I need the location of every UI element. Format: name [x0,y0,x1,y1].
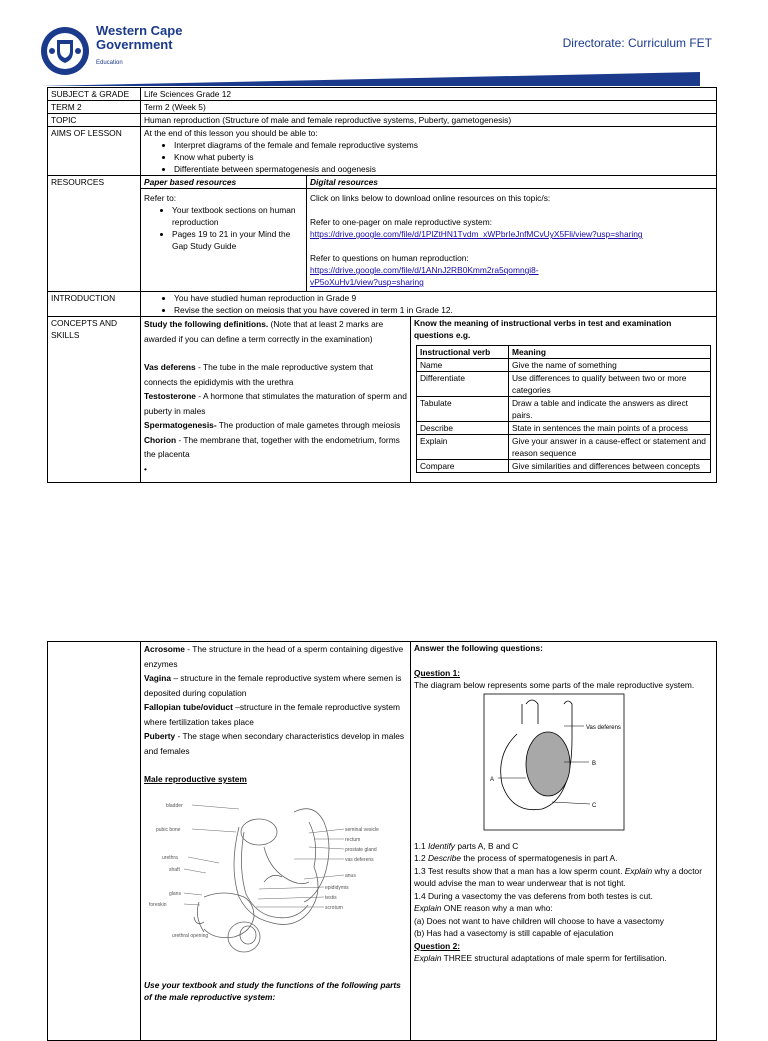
definition-item [144,360,407,389]
q1-item [414,890,713,903]
q1-4-text: ONE reason why a man who: [441,903,553,913]
intro-list [144,292,713,316]
q1-text: parts A, B and C [455,840,519,851]
definition-term: Spermatogenesis- [144,420,217,430]
definitions-note: (Note that at least 2 marks are awarded if you can define a term correctly in the examination) [144,319,384,344]
verb-cell: Tabulate [417,397,509,422]
digital-heading: Digital resources [307,176,717,189]
aims-list [144,139,713,175]
digital-intro: Click on links below to download online resources on this topic/s: [310,193,551,203]
definitions-intro [144,317,407,346]
aims-content [141,127,717,176]
subject-value: Life Sciences Grade 12 [141,88,717,101]
definition-term: Chorion [144,434,177,445]
q1-verb: Describe [427,853,462,863]
table-header-row [417,346,711,359]
concepts-label: CONCEPTS AND SKILLS [48,317,141,483]
questions-cell [411,642,717,1041]
verb-cell: Differentiate [417,372,509,397]
intro-content [141,292,717,317]
diagram-label-rectum: rectum [345,836,361,843]
answer-heading: Answer the following questions: [414,643,543,653]
digital-resources [307,189,717,292]
table-row [417,372,711,397]
column-header: Meaning [509,346,711,359]
subject-label: SUBJECT & GRADE [48,88,141,101]
definition-text: - The tube in the male reproductive system that connects the epididymis with the urethra [144,362,373,387]
definition-term: Vas deferens [144,362,196,372]
definition-text: –structure in the female reproductive system where fertilization takes place [144,702,400,727]
definitions-heading: Study the following definitions. [144,319,269,329]
header-bar [40,72,700,86]
table-row [417,435,711,460]
verb-cell: Compare [417,460,509,473]
link-part-2: vP5oXuHv1/view?usp=sharing [310,277,424,287]
q1-num: 1.4 During a vasectomy the vas deferens from both testes is cut. [414,890,653,901]
q1-4-line [414,902,713,915]
q1-intro: The diagram below represents some parts of the male reproductive system. [414,680,695,690]
definition-text: - The stage when secondary characteristics develop in males and females [144,731,405,756]
meaning-cell: Give the name of something [509,359,711,372]
diagram-label-foreskin: foreskin [149,901,167,908]
definition-term: Vagina [144,673,171,683]
western-cape-crest-logo [40,26,90,76]
lesson-table [47,87,717,483]
q2-item [414,952,713,965]
q2-heading: Question 2: [414,940,461,951]
intro-row [48,292,717,317]
definition-term: Acrosome [144,644,185,654]
male-system-heading: Male reproductive system [144,774,247,784]
topic-value: Human reproduction (Structure of male and female reproductive systems, Puberty, gametogenesis) [141,114,717,127]
org-name [96,24,182,70]
subject-row [48,88,717,101]
verb-cell: Name [417,359,509,372]
resources-body-row [48,189,717,292]
meaning-cell: Give your answer in a cause-effect or statement and reason sequence [509,435,711,460]
diagram-label-urethral-opening: urethral opening [172,932,209,939]
q1-4-a: (a) Does not want to have children will choose to have a vasectomy [414,915,664,926]
diagram-label-urethra: urethra [162,854,178,861]
testis-diagram [414,692,708,832]
q1-item [414,865,713,890]
list-item: • Revise the section on meiosis that you have covered in term 1 in Grade 12. [174,304,713,316]
org-name-line1: Western Cape [96,23,183,38]
column-header: Instructional verb [417,346,509,359]
definition-item [144,389,407,418]
term-row [48,101,717,114]
diagram-label-vas-deferens: vas deferens [345,856,374,863]
empty-label-cell [48,642,141,1041]
digital-ref1: Refer to one-pager on male reproductive system: [310,217,493,227]
q1-text: the process of spermatogenesis in part A. [461,853,618,863]
resources-label: RESOURCES [48,176,141,292]
q1-label-a: A [490,776,495,783]
aims-label: AIMS OF LESSON [48,127,141,176]
paper-list [144,204,303,252]
meaning-cell: State in sentences the main points of a process [509,422,711,435]
diagram-label-glans: glans [169,890,181,897]
q1-num: 1.1 [414,840,428,851]
org-sub: Education [96,60,123,66]
diagram-label-anus: anus [345,872,356,879]
verbs-table [416,345,711,473]
definition-item [144,700,407,729]
definition-item [144,433,407,462]
q1-label-c: C [592,802,597,809]
table-row [417,460,711,473]
definition-item [144,671,407,700]
diagram-label-epididymis: epididymis [325,884,349,891]
concepts-row [48,317,717,483]
list-item: • You have studied human reproduction in Grade 9 [174,292,713,304]
page2-definitions-cell [141,642,411,1041]
meaning-cell: Use differences to qualify between two or more categories [509,372,711,397]
term-label: TERM 2 [48,101,141,114]
verbs-cell [411,317,717,483]
verbs-heading: Know the meaning of instructional verbs in test and examination questions e.g. [414,318,672,340]
paper-heading: Paper based resources [141,176,307,189]
resource-link-questions[interactable] [310,265,539,287]
topic-label: TOPIC [48,114,141,127]
list-item: • Differentiate between spermatogenesis and oogenesis [174,163,713,175]
definition-text: - The structure in the head of a sperm containing digestive enzymes [144,644,404,669]
q1-num: 1.3 Test results show that a man has a low sperm count. [414,865,625,876]
diagram-label-bladder: bladder [166,802,183,809]
q1-verb: Identify [427,840,455,851]
diagram-label-shaft: shaft [169,866,180,873]
diagram-label-pubic-bone: pubic bone [156,826,181,833]
topic-row [48,114,717,127]
resources-head-row [48,176,717,189]
definition-item [144,729,407,758]
diagram-label-prostate: prostate gland [345,846,377,853]
diagram-label-testis: testis [325,894,337,901]
meaning-cell: Draw a table and indicate the answers as direct pairs. [509,397,711,422]
q1-item [414,852,713,865]
study-instruction: Use your textbook and study the functions of the following parts of the male reproductive system: [144,979,401,1002]
table-row [417,397,711,422]
q1-text: why a doctor would advise the man to wear underwear that is not tight. [414,865,702,888]
empty-bullet: • [144,463,147,474]
definition-term: Testosterone [144,391,196,401]
list-item: • Pages 19 to 21 in your Mind the Gap Study Guide [172,228,303,252]
q1-label-b: B [592,760,597,767]
aims-row [48,127,717,176]
definition-item [144,418,407,433]
q1-label-vas: Vas deferens [586,724,621,731]
definition-text: - A hormone that stimulates the maturation of sperm and puberty in males [144,391,407,416]
link-part-1: https://drive.google.com/file/d/1ANnJ2RB0Kmm2ra5qomngi8- [310,265,539,275]
definition-text: The production of male gametes through meiosis [216,420,401,430]
aims-intro: At the end of this lesson you should be able to: [144,128,318,138]
definition-term: Fallopian tube/oviduct [144,702,233,712]
q1-4-verb: Explain [414,903,442,913]
definition-text: - The membrane that, together with the endometrium, forms the placenta [144,434,400,459]
definitions-cell [141,317,411,483]
term-value: Term 2 (Week 5) [141,101,717,114]
q2-text: THREE structural adaptations of male sperm for fertilisation. [441,953,667,963]
diagram-label-seminal-vesicle: seminal vesicle [345,826,379,833]
verb-cell: Explain [417,435,509,460]
page2-table [47,641,717,1041]
resource-link-one-pager[interactable]: https://drive.google.com/file/d/1PlZtHN1Tvdm_xWPbrIeJnfMCvUyX5Fli/view?usp=sharing [310,229,643,239]
meaning-cell: Give similarities and differences between concepts [509,460,711,473]
q1-verb: Explain [624,865,653,876]
diagram-label-scrotum: scrotum [325,904,343,911]
org-name-line2: Government [96,37,173,52]
q1-item [414,840,713,853]
definition-text: – structure in the female reproductive system where semen is deposited during copulation [144,673,402,698]
paper-resources [141,189,307,292]
definition-term: Puberty [144,731,176,741]
male-reproductive-system-diagram [144,787,406,977]
q1-4-b: (b) Has had a vasectomy is still capable of ejaculation [414,928,614,938]
q1-num: 1.2 [414,853,428,863]
verb-cell: Describe [417,422,509,435]
list-item: • Your textbook sections on human reproduction [172,204,303,228]
list-item: • Know what puberty is [174,151,713,163]
directorate-title: Directorate: Curriculum FET [562,36,712,50]
paper-refer: Refer to: [144,193,177,203]
definition-item [144,642,407,671]
q1-heading: Question 1: [414,667,461,678]
table-row [417,359,711,372]
intro-label: INTRODUCTION [48,292,141,317]
list-item: • Interpret diagrams of the female and female reproductive systems [174,139,713,151]
digital-ref2: Refer to questions on human reproduction: [310,253,469,263]
table-row [417,422,711,435]
q2-verb: Explain [414,953,442,963]
